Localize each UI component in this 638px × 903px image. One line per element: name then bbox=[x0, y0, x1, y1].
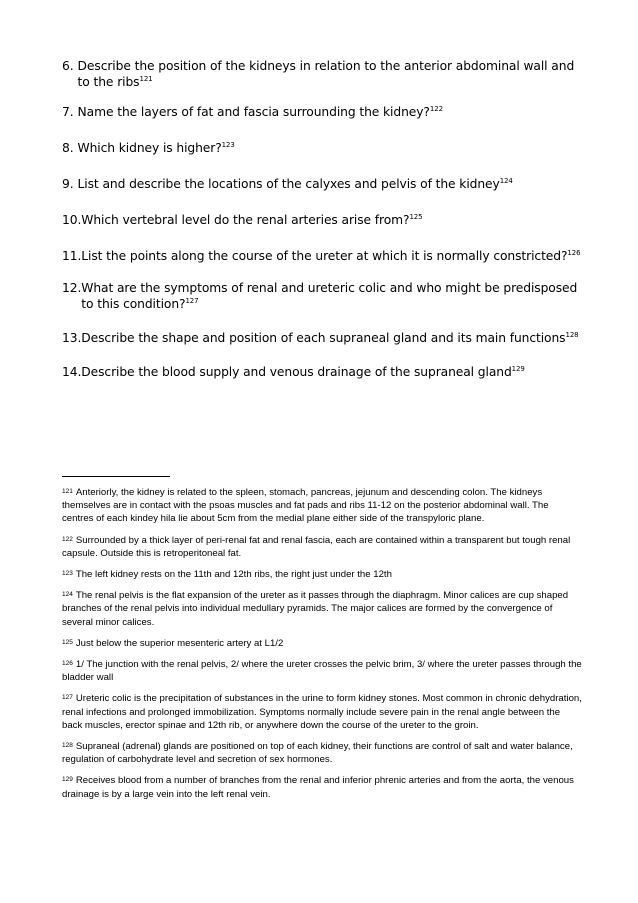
footnote-number: 122 bbox=[62, 535, 73, 543]
question-text: Describe the blood supply and venous drainage of the supraneal gland bbox=[81, 365, 512, 379]
question-number: 10. bbox=[62, 213, 82, 227]
question-text: List and describe the locations of the calyxes and pelvis of the kidney bbox=[77, 177, 500, 191]
question-11 bbox=[62, 248, 582, 264]
question-text: What are the symptoms of renal and ureteric colic and who might be predisposed to this condition? bbox=[81, 281, 578, 311]
footnote-ref: 126 bbox=[567, 249, 581, 257]
question-text: Which vertebral level do the renal arteries arise from? bbox=[81, 213, 410, 227]
footnote-number: 125 bbox=[62, 638, 73, 646]
question-13 bbox=[62, 330, 582, 346]
question-7 bbox=[62, 104, 582, 120]
footnote-text: Receives blood from a number of branches from the renal and inferior phrenic arteries and from the aorta, the venous drainage is by a large vein into the left renal vein. bbox=[62, 775, 574, 800]
question-number: 9. bbox=[62, 177, 74, 191]
footnote-text: The left kidney rests on the 11th and 12th ribs, the right just under the 12th bbox=[75, 569, 392, 581]
footnote-ref: 124 bbox=[499, 177, 513, 185]
footnote-number: 128 bbox=[62, 742, 73, 750]
footnote-ref: 128 bbox=[565, 331, 579, 339]
footnote-ref: 127 bbox=[185, 297, 199, 305]
footnote-123 bbox=[62, 568, 582, 581]
footnote-124 bbox=[62, 589, 582, 629]
question-list bbox=[62, 58, 582, 380]
footnote-text: The renal pelvis is the flat expansion of the ureter as it passes through the diaphragm. Minor calices are cup shaped branches of the renal pelvis into individual medullary pyramids. The major calices are formed by the convergence of several minor calices. bbox=[62, 590, 569, 628]
footnote-ref: 125 bbox=[409, 213, 423, 221]
footnote-122 bbox=[62, 534, 582, 560]
question-text: List the points along the course of the ureter at which it is normally constricted? bbox=[81, 249, 568, 263]
question-8 bbox=[62, 140, 582, 156]
footnote-ref: 129 bbox=[511, 365, 525, 373]
question-number: 11. bbox=[62, 249, 82, 263]
footnote-ref: 121 bbox=[139, 75, 153, 83]
footnote-126 bbox=[62, 658, 582, 684]
footnote-text: Just below the superior mesenteric artery at L1/2 bbox=[75, 637, 284, 649]
question-text: Name the layers of fat and fascia surrounding the kidney? bbox=[77, 105, 430, 119]
footnote-125 bbox=[62, 637, 582, 650]
question-number: 14. bbox=[62, 365, 82, 379]
question-14 bbox=[62, 364, 582, 380]
footnote-text: Anteriorly, the kidney is related to the spleen, stomach, pancreas, jejunum and descending colon. The kidneys themselves are in contact with the psoas muscles and fat pads and ribs 11-12 on the posterior abdominal wall. The centres of each kindey hila lie about 5cm from the medial plane either side of the transpyloric plane. bbox=[62, 487, 549, 525]
footnote-number: 121 bbox=[62, 488, 73, 495]
footnote-text: Surrounded by a thick layer of peri-renal fat and renal fascia, each are contained within a transparent but tough renal capsule. Outside this is retroperitoneal fat. bbox=[62, 534, 571, 559]
question-text: Describe the shape and position of each supraneal gland and its main functions bbox=[81, 331, 566, 345]
footnote-number: 129 bbox=[62, 776, 73, 784]
footnote-129 bbox=[62, 774, 582, 800]
footnote-number: 127 bbox=[62, 694, 73, 702]
footnote-ref: 122 bbox=[429, 105, 443, 113]
footnote-separator bbox=[62, 476, 170, 477]
question-number: 12. bbox=[62, 281, 82, 295]
footnote-121 bbox=[62, 486, 582, 526]
footnote-128 bbox=[62, 740, 582, 766]
question-10 bbox=[62, 212, 582, 228]
footnote-ref: 123 bbox=[221, 141, 235, 149]
footnote-127 bbox=[62, 692, 582, 732]
footnote-text: 1/ The junction with the renal pelvis, 2/ where the ureter crosses the pelvic brim, 3/ where the ureter passes through the bladder wall bbox=[62, 659, 582, 684]
question-6 bbox=[62, 58, 582, 90]
footnote-number: 126 bbox=[62, 660, 73, 668]
footnote-text: Ureteric colic is the precipitation of substances in the urine to form kidney stones. Most common in chronic dehydration, renal infections and prolonged immobilization. Symptoms normally include severe pain in the renal angle between the back muscles, erector spinae and 12th rib, or anywhere down the course of the ureter to the groin. bbox=[62, 693, 582, 731]
footnote-text: Supraneal (adrenal) glands are positioned on top of each kidney, their functions are control of salt and water balance, regulation of carbohydrate level and secretion of sex hormones. bbox=[62, 741, 573, 766]
question-9 bbox=[62, 176, 582, 192]
question-number: 13. bbox=[62, 331, 82, 345]
footnote-number: 123 bbox=[62, 570, 73, 578]
question-text: Which kidney is higher? bbox=[77, 141, 222, 155]
question-text: Describe the position of the kidneys in relation to the anterior abdominal wall and to the ribs bbox=[77, 59, 575, 89]
footnote-list bbox=[62, 486, 582, 801]
question-number: 8. bbox=[62, 141, 74, 155]
question-number: 7. bbox=[62, 105, 74, 119]
footnote-number: 124 bbox=[62, 591, 73, 599]
question-number: 6. bbox=[62, 59, 74, 73]
question-12 bbox=[62, 280, 582, 312]
